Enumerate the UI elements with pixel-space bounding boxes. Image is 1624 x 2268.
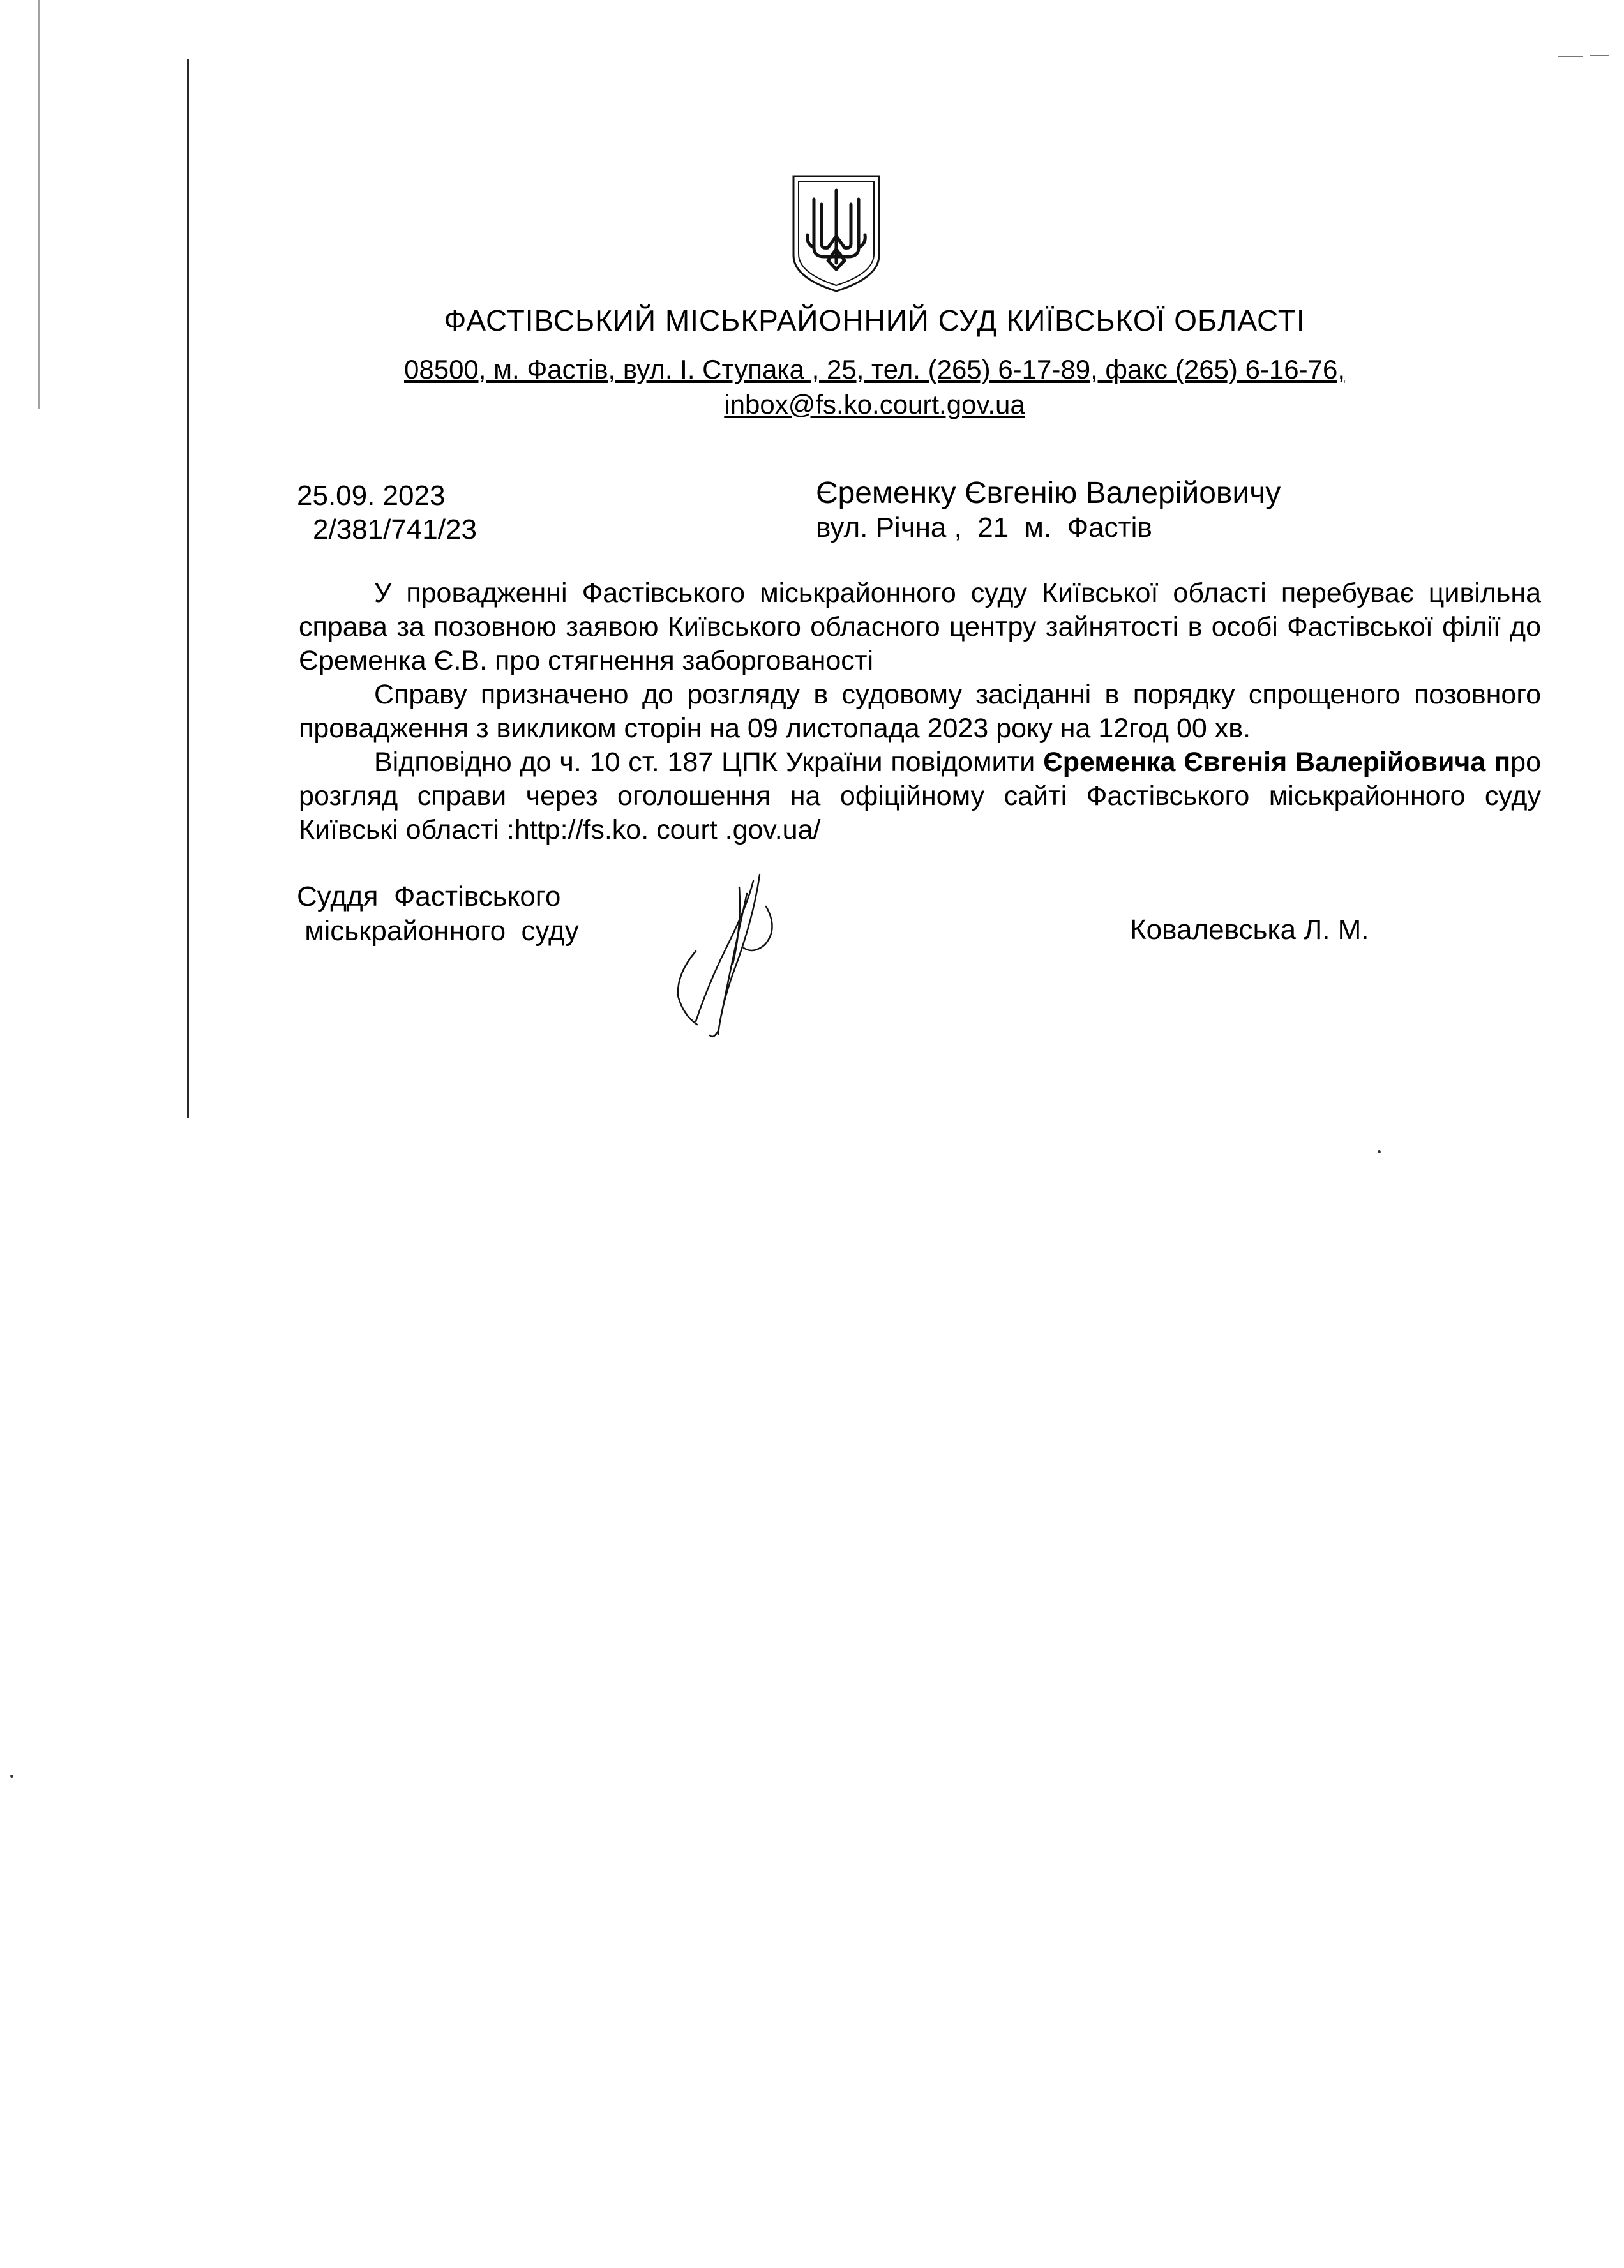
- body-paragraph-2: Справу призначено до розгляду в судовому засіданні в порядку спрощеного позовного провадження з викликом сторін на 09 листопада 2023 року на 12год 00 хв.: [299, 679, 1541, 744]
- scan-speck: [10, 1775, 13, 1778]
- signer-title-line-2: міськрайонного суду: [297, 915, 579, 947]
- body-paragraph-1: У провадженні Фастівського міськрайонного суду Київської області перебуває цивільна справа за позовною заявою Київського обласного центру зайнятості в особі Фастівської філії до Єременка Є.В. про стягнення заборгованості: [299, 578, 1541, 676]
- case-number: 2/381/741/23: [313, 514, 477, 545]
- court-title: ФАСТІВСЬКИЙ МІСЬКРАЙОННИЙ СУД КИЇВСЬКОЇ ОБЛАСТІ: [444, 304, 1305, 337]
- handwritten-signature: [658, 868, 785, 1040]
- court-email-line: [345, 389, 1404, 420]
- recipient-name: Єременку Євгенію Валерійовичу: [816, 476, 1281, 510]
- scan-edge-line: [38, 0, 40, 409]
- signer-title-line-1: Суддя Фастівського: [297, 881, 561, 912]
- scan-speck: [1378, 1150, 1381, 1153]
- signer-name: Ковалевська Л. М.: [1130, 914, 1369, 945]
- body-paragraph-3-start: Відповідно до ч. 10 ст. 187 ЦПК України повідомити: [374, 747, 1044, 777]
- body-paragraph-3-end: ро розгляд справи через оголошення на офіційному сайті Фастівського міськрайонного суду Київські області :http://fs.ko. court .gov.ua/: [299, 747, 1541, 845]
- coat-of-arms-icon: [788, 172, 884, 294]
- court-email-link[interactable]: inbox@fs.ko.court.gov.ua: [724, 389, 1025, 419]
- document-date: 25.09. 2023: [297, 480, 446, 511]
- letter-body: [299, 576, 1541, 847]
- body-paragraph-3: [299, 746, 1541, 847]
- scan-dash-mark: [1558, 56, 1583, 57]
- recipient-address: вул. Річна , 21 м. Фастів: [816, 512, 1152, 543]
- defendant-name: Єременка Євгенія Валерійовича п: [1043, 747, 1511, 777]
- court-address: 08500, м. Фастів, вул. І. Ступака , 25, тел. (265) 6-17-89, факс (265) 6-16-76,: [404, 354, 1345, 384]
- scan-margin-line: [187, 59, 189, 1118]
- scan-dash-mark: [1590, 55, 1609, 56]
- signer-title: [297, 880, 579, 949]
